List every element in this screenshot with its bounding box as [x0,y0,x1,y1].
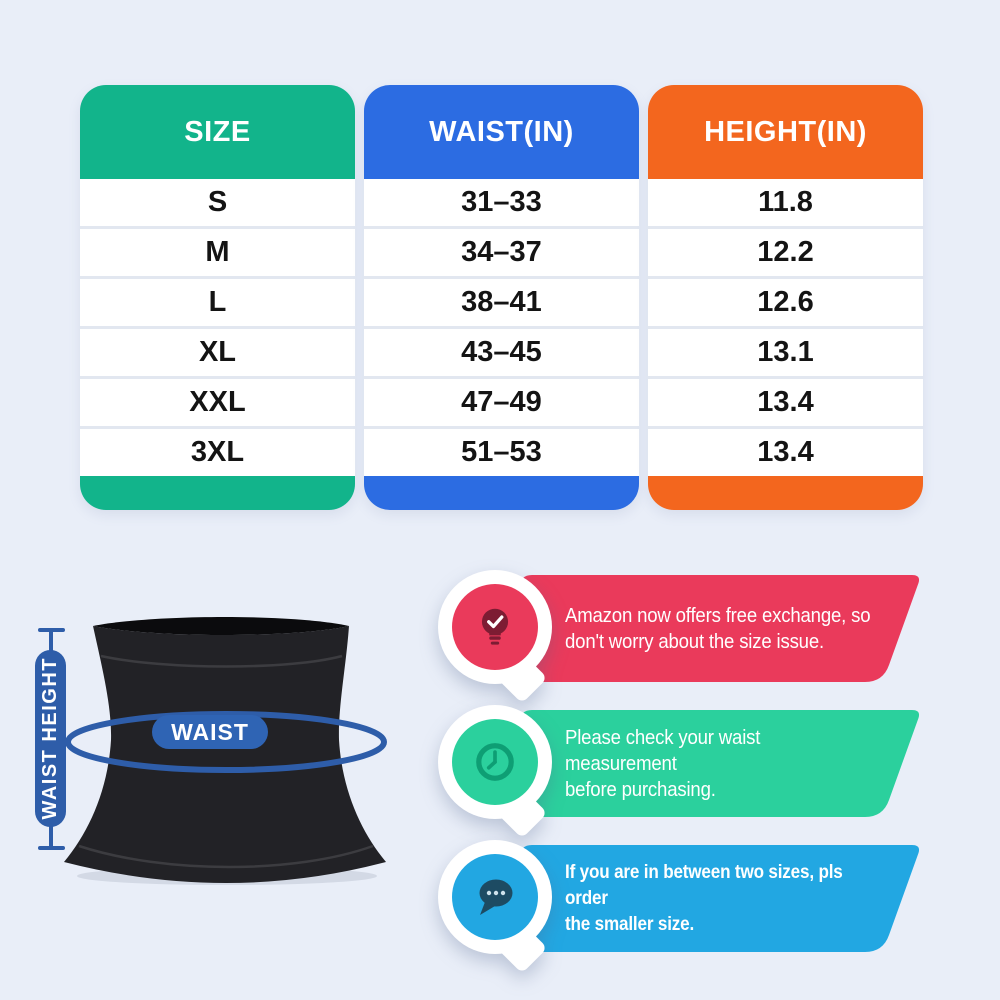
table-cell: 13.1 [648,326,923,376]
table-cell: 11.8 [648,179,923,226]
waist-label-pill [152,715,268,749]
column-header-waist: WAIST(IN) [364,85,639,179]
table-cell: L [80,276,355,326]
table-cell: 13.4 [648,426,923,476]
chat-dots-icon [471,875,519,919]
table-cell: XXL [80,376,355,426]
column-header-size: SIZE [80,85,355,179]
callout-free-exchange [438,570,938,702]
table-cell: M [80,226,355,276]
table-cell: 31–33 [364,179,639,226]
callout-text: If you are in between two sizes, pls order the smaller size. [565,861,843,935]
callout-text: Amazon now offers free exchange, so don't worry about the size issue. [565,604,871,653]
table-cell: S [80,179,355,226]
callout-between-sizes [438,840,938,972]
measure-cap-bottom [38,846,65,850]
table-cell: 43–45 [364,326,639,376]
callout-icon-blob [438,840,552,954]
clock-icon [472,739,518,785]
table-cell: XL [80,326,355,376]
table-cell: 13.4 [648,376,923,426]
table-cell: 34–37 [364,226,639,276]
waist-height-label: WAIST HEIGHT [39,657,61,820]
measure-cap-top [38,628,65,632]
column-footer [648,476,923,510]
table-cell: 47–49 [364,376,639,426]
column-header-height: HEIGHT(IN) [648,85,923,179]
size-chart-table [80,85,923,510]
table-cell: 12.2 [648,226,923,276]
waist-label: WAIST [171,718,249,745]
column-footer [80,476,355,510]
column-footer [364,476,639,510]
table-cell: 3XL [80,426,355,476]
height-column [648,85,923,510]
callout-icon-blob [438,570,552,684]
waist-column [364,85,639,510]
size-column [80,85,355,510]
callout-icon-blob [438,705,552,819]
table-cell: 51–53 [364,426,639,476]
waist-height-pill [35,650,66,827]
lightbulb-check-icon [472,604,518,650]
table-cell: 38–41 [364,276,639,326]
table-cell: 12.6 [648,276,923,326]
callout-check-measurement [438,705,938,837]
callout-text: Please check your waist measurement before purchasing. [565,726,761,801]
